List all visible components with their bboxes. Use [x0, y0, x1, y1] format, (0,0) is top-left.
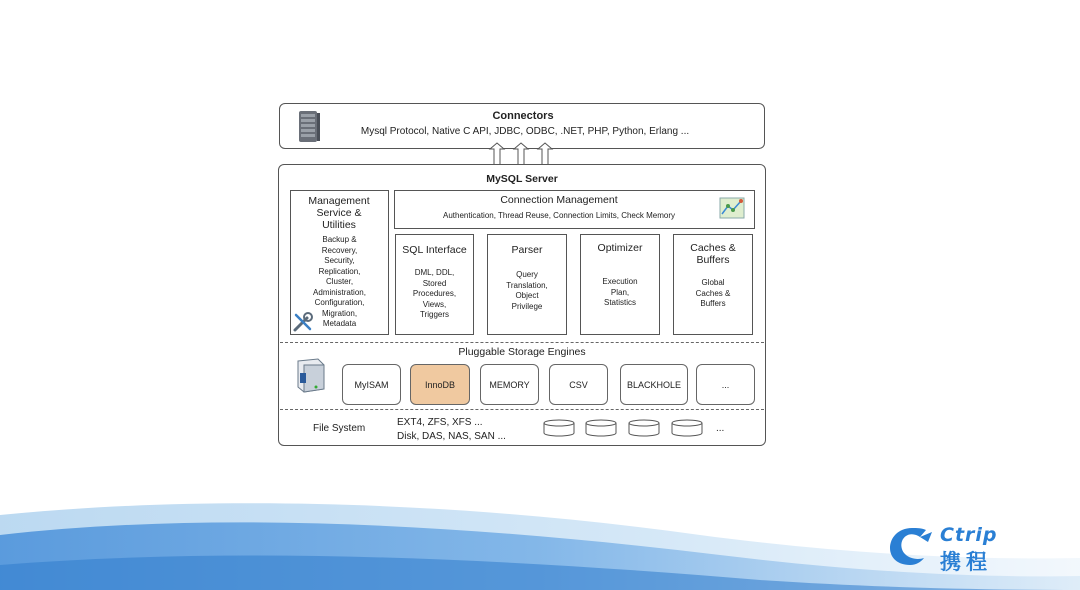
desc-line: Replication,: [318, 266, 361, 276]
sql-interface-desc: [395, 268, 474, 321]
desc-line: Cluster,: [325, 277, 354, 286]
storage-engine-memory: MEMORY: [480, 364, 539, 405]
connectors-subtitle: Mysql Protocol, Native C API, JDBC, ODBC, .NET, PHP, Python, Erlang ...: [360, 126, 690, 137]
desc-line: Translation,: [506, 280, 548, 290]
disk-ellipsis: ...: [716, 423, 725, 434]
desc-line: Execution: [602, 277, 638, 286]
filesystem-types: EXT4, ZFS, XFS ...: [397, 417, 483, 428]
desc-line: Backup &: [322, 235, 357, 244]
management-title: Management Service & Utilities: [308, 195, 370, 231]
optimizer-desc: [580, 277, 660, 309]
desc-line: Migration,: [321, 308, 358, 318]
optimizer-title: Optimizer: [597, 242, 643, 254]
desc-line: DML, DDL,: [414, 268, 455, 277]
brand-chinese: 携程: [940, 550, 992, 574]
desc-line: Plan,: [610, 287, 630, 297]
desc-line: Administration,: [313, 287, 366, 297]
desc-line: Procedures,: [412, 289, 457, 298]
desc-line: Triggers: [419, 310, 450, 319]
filesystem-separator: [280, 409, 764, 410]
desc-line: Stored: [422, 278, 447, 288]
storage-separator: [280, 342, 764, 343]
ctrip-logo: [886, 522, 1046, 572]
desc-line: Object: [515, 291, 539, 300]
desc-line: Buffers: [700, 299, 726, 308]
desc-line: Metadata: [322, 319, 357, 328]
parser-title: Parser: [511, 244, 543, 256]
filesystem-storage: Disk, DAS, NAS, SAN ...: [397, 431, 506, 442]
tools-icon: [292, 311, 314, 338]
storage-engine-myisam: MyISAM: [342, 364, 401, 405]
disk-icons: [543, 419, 723, 444]
desc-line: Global: [701, 278, 725, 287]
caches-buffers-desc: [673, 278, 753, 310]
parser-desc: [487, 270, 567, 312]
storage-engine-more: ...: [696, 364, 755, 405]
desc-line: Statistics: [603, 298, 636, 307]
desc-line: Views,: [422, 299, 447, 309]
mysql-server-title: MySQL Server: [486, 173, 558, 185]
desc-line: Caches &: [695, 288, 731, 298]
storage-engine-blackhole: BLACKHOLE: [620, 364, 688, 405]
sql-interface-title: SQL Interface: [402, 244, 467, 256]
connection-management-subtitle: Authentication, Thread Reuse, Connection Limits, Check Memory: [443, 211, 675, 220]
storage-engines-title: Pluggable Storage Engines: [458, 346, 586, 358]
storage-device-icon: [290, 357, 330, 400]
desc-line: Configuration,: [314, 298, 365, 307]
storage-engine-csv: CSV: [549, 364, 608, 405]
caches-buffers-title: Caches & Buffers: [690, 242, 736, 266]
desc-line: Security,: [324, 256, 355, 265]
desc-line: Query: [516, 270, 538, 279]
filesystem-label: File System: [313, 423, 366, 434]
network-map-icon: [719, 196, 745, 225]
desc-line: Recovery,: [321, 245, 358, 255]
dolphin-icon: [886, 524, 938, 568]
storage-engine-innodb: InnoDB: [410, 364, 470, 405]
brand-latin: Ctrip: [940, 524, 998, 546]
desc-line: Privilege: [511, 301, 543, 311]
connection-management-title: Connection Management: [500, 194, 618, 206]
connectors-title: Connectors: [492, 110, 554, 122]
